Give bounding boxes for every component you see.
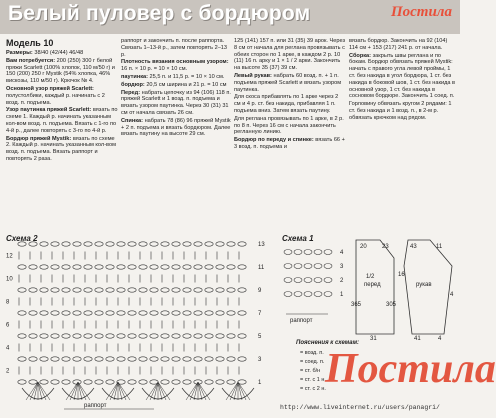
- paragraph-heading: Сборка:: [349, 52, 372, 59]
- paragraph-text: Горловину обвязать кругом 2 рядами: 1 ст. без накида и 1 возд. п., в 2-м р. обвязать крючком над рядом.: [349, 101, 452, 121]
- chain-loop: [106, 334, 114, 338]
- paragraph-text: полустолбики, каждый р. начинать с 2 возд. п. подъема.: [6, 92, 105, 106]
- chain-loop: [161, 242, 169, 246]
- scheme-2-diagram: [4, 236, 276, 412]
- chain-loop: [29, 357, 37, 361]
- chain-loop: [62, 357, 70, 361]
- dimension-label: 43: [410, 244, 417, 250]
- legend-item: = ст. с 1 н.: [300, 377, 326, 383]
- chain-loop: [314, 278, 322, 283]
- fan-spoke: [118, 382, 126, 400]
- chain-loop: [194, 311, 202, 315]
- chain-loop: [205, 265, 213, 269]
- chain-loop: [106, 380, 114, 384]
- chain-loop: [51, 288, 59, 292]
- chain-loop: [216, 357, 224, 361]
- chain-loop: [294, 250, 302, 255]
- chain-loop: [139, 357, 147, 361]
- fan-spoke: [238, 382, 246, 400]
- text-column-2: [121, 38, 231, 228]
- paragraph-heading: Вам потребуется:: [6, 57, 56, 64]
- col4-paragraph: [349, 101, 455, 121]
- col2-paragraph: [121, 90, 231, 117]
- chain-loop: [314, 250, 322, 255]
- chain-loop: [172, 380, 180, 384]
- chain-loop: [216, 380, 224, 384]
- chain-loop: [284, 250, 292, 255]
- fan-spoke: [70, 382, 78, 400]
- fan-spoke: [30, 382, 38, 400]
- chain-loop: [62, 334, 70, 338]
- chain-loop: [29, 334, 37, 338]
- dimension-label: 31: [370, 336, 377, 342]
- column-3-body: [234, 38, 346, 151]
- row-number-left: 2: [6, 368, 10, 375]
- pattern-pieces: [350, 236, 458, 346]
- chain-loop: [183, 288, 191, 292]
- paragraph-heading: Основной узор пряжей Scarlett:: [6, 85, 94, 92]
- chain-loop: [106, 357, 114, 361]
- row-number-left: 8: [6, 299, 10, 306]
- chain-loop: [205, 334, 213, 338]
- chain-loop: [183, 265, 191, 269]
- chain-loop: [139, 311, 147, 315]
- dimension-label: 4: [438, 336, 442, 342]
- chain-loop: [84, 357, 92, 361]
- chain-loop: [73, 334, 81, 338]
- chain-loop: [294, 278, 302, 283]
- chain-loop: [106, 288, 114, 292]
- chain-loop: [150, 334, 158, 338]
- col3-paragraph: [234, 73, 346, 93]
- col2-paragraph: [121, 59, 231, 73]
- chain-loop: [18, 380, 26, 384]
- chain-loop: [128, 380, 136, 384]
- chain-loop: [29, 288, 37, 292]
- chain-loop: [51, 380, 59, 384]
- column-4-body: [349, 38, 455, 122]
- legend-item: = возд. п.: [300, 350, 324, 356]
- chain-loop: [73, 242, 81, 246]
- row-number-left: 10: [6, 276, 13, 283]
- chain-loop: [227, 242, 235, 246]
- chain-loop: [183, 357, 191, 361]
- chain-loop: [150, 288, 158, 292]
- chain-loop: [40, 288, 48, 292]
- chain-loop: [95, 357, 103, 361]
- chain-loop: [227, 311, 235, 315]
- chain-loop: [183, 380, 191, 384]
- chain-loop: [106, 242, 114, 246]
- fan-spoke: [150, 382, 158, 400]
- dimension-label: 4: [450, 292, 454, 298]
- chain-loop: [161, 334, 169, 338]
- chain-loop: [324, 250, 332, 255]
- chain-loop: [194, 288, 202, 292]
- chain-loop: [128, 357, 136, 361]
- chain-loop: [314, 292, 322, 297]
- chain-loop: [106, 311, 114, 315]
- front-half-label: 1/2: [366, 274, 375, 280]
- paragraph-heading: Спинка:: [121, 117, 144, 124]
- paragraph-text: вязать по схеме 1. Каждый р. начинать указанным кол-вом возд. п. подъема. Вязать с 1-го по 4-й р., далее повторять с 3-го по 4-й р.: [6, 107, 118, 134]
- col2-paragraph: [121, 38, 231, 58]
- paragraph-text: набрать цепочку из 94 (106) 118 п. пряжей Scarlett и 1 возд. п. подъема и вязать узором паутинка. Через 30 (31) 31 см от начала связать 26 см.: [121, 89, 231, 116]
- chain-loop: [284, 264, 292, 269]
- chain-loop: [95, 242, 103, 246]
- chain-loop: [216, 288, 224, 292]
- chain-loop: [324, 278, 332, 283]
- paragraph-text: 38/40 (42/44) 46/48: [32, 50, 84, 56]
- chain-loop: [238, 334, 246, 338]
- chain-loop: [216, 334, 224, 338]
- chain-loop: [216, 265, 224, 269]
- chain-loop: [294, 292, 302, 297]
- legend-item: = ст. б/н: [300, 368, 321, 374]
- dimension-label: 365: [351, 302, 362, 308]
- legend-title: Пояснения к схемам:: [296, 340, 360, 346]
- col3-paragraph: [234, 94, 346, 114]
- rapport-label: раппорт: [290, 318, 313, 324]
- chain-loop: [139, 380, 147, 384]
- row-number-left: 6: [6, 322, 10, 329]
- paragraph-text: вязать 66 + 3 возд. п. подъема и: [234, 137, 345, 150]
- col3-paragraph: [234, 38, 346, 72]
- chain-loop: [18, 334, 26, 338]
- col1-paragraph: [6, 86, 118, 106]
- row-number: 1: [340, 292, 344, 298]
- chain-loop: [227, 357, 235, 361]
- paragraph-heading: Перед:: [121, 89, 141, 96]
- chain-loop: [29, 242, 37, 246]
- chain-loop: [238, 357, 246, 361]
- paragraph-heading: Узор паутинка пряжей Scarlett:: [6, 107, 92, 114]
- fan-spoke: [78, 382, 86, 400]
- chain-loop: [128, 288, 136, 292]
- row-number: 3: [340, 264, 344, 270]
- chain-loop: [29, 380, 37, 384]
- chain-loop: [150, 357, 158, 361]
- chain-loop: [51, 357, 59, 361]
- col1-paragraph: [6, 50, 118, 57]
- chain-loop: [314, 264, 322, 269]
- chain-loop: [150, 242, 158, 246]
- text-column-1: [6, 38, 118, 228]
- chain-loop: [62, 265, 70, 269]
- col3-paragraph: [234, 116, 346, 136]
- chain-loop: [161, 288, 169, 292]
- fan-spoke: [110, 382, 118, 400]
- chain-loop: [40, 242, 48, 246]
- chain-loop: [117, 265, 125, 269]
- col3-paragraph: [234, 137, 346, 151]
- text-column-4: [349, 38, 455, 228]
- chain-loop: [238, 288, 246, 292]
- col2-paragraph: [121, 82, 231, 89]
- chain-loop: [117, 242, 125, 246]
- chain-loop: [205, 288, 213, 292]
- paragraph-heading: Размеры:: [6, 50, 33, 56]
- chain-loop: [227, 288, 235, 292]
- col1-paragraph: [6, 136, 118, 163]
- paragraph-text: раппорт и закончить п. после раппорта. Связать 1–13-й р., затем повторять 2–13 р.: [121, 38, 228, 58]
- chain-loop: [73, 288, 81, 292]
- chain-loop: [216, 311, 224, 315]
- chain-loop: [304, 292, 312, 297]
- chain-loop: [128, 242, 136, 246]
- legend-item: = соед. п.: [300, 359, 325, 365]
- paragraph-heading: бордюр:: [121, 81, 145, 88]
- chain-loop: [150, 265, 158, 269]
- chain-loop: [139, 288, 147, 292]
- paragraph-text: вязать бордюр. Закончить на 92 (104) 114 см + 153 (217) 241 р. от начала.: [349, 38, 448, 51]
- dimension-label: 20: [360, 244, 367, 250]
- chain-loop: [84, 380, 92, 384]
- chain-loop: [238, 311, 246, 315]
- chain-loop: [117, 334, 125, 338]
- chain-loop: [51, 242, 59, 246]
- page-title: Белый пуловер с бордюром: [8, 2, 311, 25]
- col1-paragraph: [6, 58, 118, 85]
- chain-loop: [238, 265, 246, 269]
- row-number-right: 1: [258, 380, 262, 386]
- source-url: http://www.liveinternet.ru/users/panagri/: [280, 404, 440, 411]
- chain-loop: [161, 311, 169, 315]
- chain-loop: [324, 264, 332, 269]
- chain-loop: [84, 242, 92, 246]
- paragraph-text: 20,5 см ширина и 21 р. = 10 см: [144, 81, 227, 88]
- chain-loop: [284, 278, 292, 283]
- chain-loop: [304, 264, 312, 269]
- chain-loop: [304, 250, 312, 255]
- column-1-body: [6, 50, 118, 163]
- front-label: перед: [364, 282, 381, 288]
- chain-loop: [161, 380, 169, 384]
- chain-loop: [84, 311, 92, 315]
- chain-loop: [238, 242, 246, 246]
- chain-loop: [117, 288, 125, 292]
- paragraph-text: Для скоса прибавлять по 1 арке через 2 см и 4 р. ст. без накида, прибавляя 1 п. подъема вниз. Затем вязать паутину.: [234, 94, 339, 114]
- dimension-label: 16: [398, 272, 405, 278]
- col1-paragraph: [6, 107, 118, 134]
- chain-loop: [172, 311, 180, 315]
- chain-loop: [194, 265, 202, 269]
- row-number-right: 5: [258, 334, 262, 340]
- chain-loop: [40, 334, 48, 338]
- fan-spoke: [190, 382, 198, 400]
- rapport-label: раппорт: [84, 403, 107, 409]
- chain-loop: [18, 311, 26, 315]
- chain-loop: [128, 311, 136, 315]
- chain-loop: [294, 264, 302, 269]
- chain-loop: [106, 265, 114, 269]
- chain-loop: [95, 311, 103, 315]
- chain-loop: [205, 242, 213, 246]
- chain-loop: [284, 292, 292, 297]
- chain-loop: [73, 265, 81, 269]
- paragraph-text: 125 (141) 157 п. или 31 (35) 39 арок. Через 8 см от начала для реглана провязывать с обеих сторон по 1 арке, в каждом 2 р. 10 (11) 16 п. арку и 1 × 1 / 2 арки. Закончить на высоте 35 (37) 39 см.: [234, 38, 346, 72]
- chain-loop: [172, 357, 180, 361]
- chain-loop: [139, 334, 147, 338]
- scheme-2-label: Схема 2: [6, 234, 38, 243]
- dimension-label: 23: [382, 244, 389, 250]
- chain-loop: [194, 334, 202, 338]
- paragraph-text: набрать 60 возд. п. + 1 п. подъема пряжей Scarlett и вязать узором паутинка.: [234, 72, 342, 93]
- chain-loop: [172, 288, 180, 292]
- row-number: 2: [340, 278, 344, 284]
- col4-paragraph: [349, 53, 455, 101]
- chain-loop: [18, 265, 26, 269]
- row-number-right: 7: [258, 311, 262, 317]
- chain-loop: [227, 380, 235, 384]
- chain-loop: [304, 278, 312, 283]
- chain-loop: [95, 288, 103, 292]
- row-number-left: 12: [6, 253, 13, 260]
- chain-loop: [128, 334, 136, 338]
- chain-loop: [117, 357, 125, 361]
- chain-loop: [40, 357, 48, 361]
- paragraph-heading: Бордюр по переду и спинке:: [234, 137, 314, 144]
- chain-loop: [62, 242, 70, 246]
- chain-loop: [139, 265, 147, 269]
- chain-loop: [117, 311, 125, 315]
- model-number: Модель 10: [6, 38, 54, 48]
- chain-loop: [51, 311, 59, 315]
- chain-loop: [84, 334, 92, 338]
- chain-loop: [161, 357, 169, 361]
- chain-loop: [95, 334, 103, 338]
- legend-item: = ст. с 2 н.: [300, 386, 326, 392]
- row-number-right: 3: [258, 357, 262, 363]
- chain-loop: [18, 288, 26, 292]
- chain-loop: [62, 288, 70, 292]
- chain-loop: [150, 311, 158, 315]
- sleeve-label: рукав: [416, 282, 432, 288]
- chain-loop: [29, 265, 37, 269]
- watermark-logo: Постила: [325, 346, 496, 392]
- paragraph-text: Для реглана провязывать по 1 арке, в 2 р. по 8 п. Через 16 см с начала закончить регланную линию.: [234, 115, 344, 136]
- fan-spoke: [158, 382, 166, 400]
- chain-loop: [139, 242, 147, 246]
- paragraph-text: 25,5 п. и 11,5 р. = 10 × 10 см.: [148, 73, 225, 80]
- chain-loop: [183, 311, 191, 315]
- watermark-top: Постила: [390, 4, 452, 20]
- chain-loop: [172, 265, 180, 269]
- row-number-right: 9: [258, 288, 262, 294]
- chain-loop: [172, 242, 180, 246]
- fan-spoke: [38, 382, 46, 400]
- row-number: 4: [340, 250, 344, 256]
- col2-paragraph: [121, 118, 231, 138]
- chain-loop: [29, 311, 37, 315]
- chain-loop: [62, 311, 70, 315]
- chain-loop: [227, 334, 235, 338]
- chain-loop: [205, 357, 213, 361]
- paragraph-text: 200 (250) 300 г белой пряжи Scarlett (100% хлопок, 110 м/50 г) и 150 (200) 250 г Mystik (54% хлопка, 46% вискозы, 110 м/50 г). Крючок № 4.: [6, 57, 115, 85]
- chain-loop: [84, 265, 92, 269]
- chain-loop: [183, 334, 191, 338]
- paragraph-heading: Левый рукав:: [234, 72, 272, 79]
- dimension-label: 41: [414, 336, 421, 342]
- dimension-label: 305: [386, 302, 397, 308]
- chain-loop: [227, 265, 235, 269]
- paragraph-text: набрать 78 (86) 96 пряжей Mystik + 2 п. подъема и вязать бордюром. Далее вязать паутину на высоте 29 см.: [121, 117, 231, 138]
- chain-loop: [51, 265, 59, 269]
- chain-loop: [194, 242, 202, 246]
- chain-loop: [62, 380, 70, 384]
- chain-loop: [40, 311, 48, 315]
- chain-loop: [95, 265, 103, 269]
- chain-loop: [18, 357, 26, 361]
- paragraph-heading: Плотность вязания основным узором:: [121, 59, 229, 66]
- paragraph-text: 16 п. × 10 р. = 10 × 10 см.: [121, 66, 188, 73]
- chain-loop: [216, 242, 224, 246]
- chain-loop: [73, 311, 81, 315]
- scheme-1-label: Схема 1: [282, 234, 314, 243]
- chain-loop: [172, 334, 180, 338]
- paragraph-heading: паутинка:: [121, 73, 148, 80]
- chain-loop: [194, 357, 202, 361]
- row-number-right: 11: [258, 265, 265, 271]
- chain-loop: [324, 292, 332, 297]
- col4-paragraph: [349, 38, 455, 52]
- chain-loop: [95, 380, 103, 384]
- chain-loop: [205, 311, 213, 315]
- chain-loop: [205, 380, 213, 384]
- paragraph-heading: Бордюр пряжей Mystik:: [6, 135, 72, 142]
- paragraph-text: закрыть швы реглана и по бокам. Бордюр обвязать пряжей Mystik: начать с правого угла левой проймы, 1 ст. без накида в угол бордюра, 1 ст. без накида в боковой шов, 1 ст. без накида в основной узор, 1 ст. без накида в сосновом бордюре. Закончить 1 соед. п.: [349, 52, 455, 100]
- paragraph-text: вязать по схеме 2. Каждый р. начинать указанным кол-вом возд. п. подъема. Вязать раппорт и повторять 2 раза.: [6, 135, 116, 162]
- row-number-left: 4: [6, 345, 10, 352]
- col2-paragraph: [121, 74, 231, 81]
- fan-spoke: [198, 382, 206, 400]
- chain-loop: [40, 380, 48, 384]
- chain-loop: [18, 242, 26, 246]
- text-column-3: [234, 38, 346, 228]
- chain-loop: [40, 265, 48, 269]
- chain-loop: [161, 265, 169, 269]
- column-2-body: [121, 38, 231, 138]
- row-number-right: 13: [258, 242, 265, 248]
- scheme-1-diagram: [278, 244, 348, 334]
- chain-loop: [128, 265, 136, 269]
- chain-loop: [73, 357, 81, 361]
- fan-spoke: [230, 382, 238, 400]
- dimension-label: 11: [436, 244, 443, 250]
- chain-loop: [51, 334, 59, 338]
- chain-loop: [183, 242, 191, 246]
- chain-loop: [84, 288, 92, 292]
